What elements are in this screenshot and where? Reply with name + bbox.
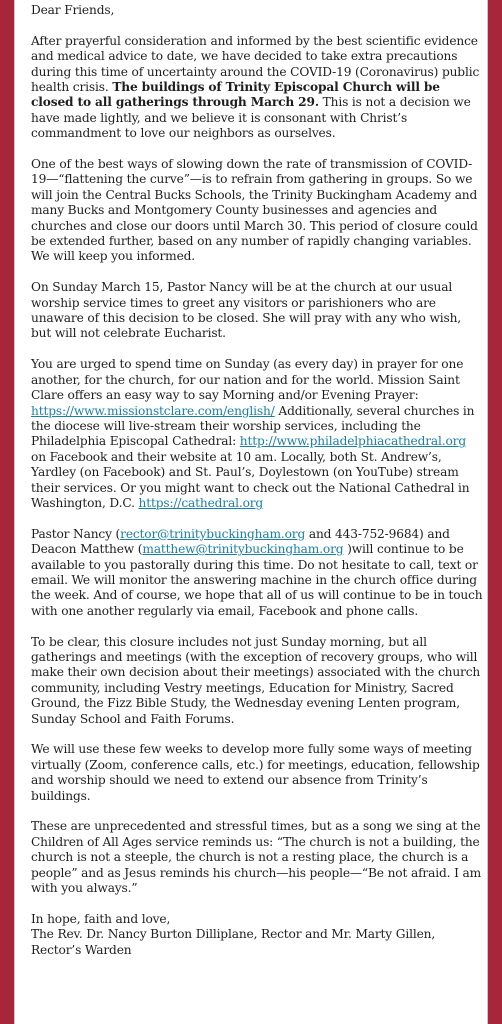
salutation: Dear Friends, — [31, 3, 115, 17]
paragraph-closure-scope: To be clear, this closure includes not just Sunday morning, but all gatherings and meetings (with the exception of recovery groups, who will make their own decision about their meetings) associated with the church community, including Vestry meetings, Education for Ministry, Sacred Ground, the Fizz Bible Study, the Wednesday evening Lenten program, Sunday School and Faith Forums. — [31, 634, 481, 726]
letter-body — [31, 3, 483, 958]
link-mission-st-clare[interactable]: https://www.missionstclare.com/english/ — [31, 403, 275, 418]
paragraph-closure-announcement — [31, 34, 483, 142]
signature: The Rev. Dr. Nancy Burton Dilliplane, Rector and Mr. Marty Gillen, Rector’s Warden — [31, 927, 436, 957]
link-email-rector[interactable]: rector@trinitybuckingham.org — [120, 526, 306, 541]
paragraph-virtual-meetings: We will use these few weeks to develop more fully some ways of meeting virtually (Zoom, conference calls, etc.) for meetings, education, fellowship and worship should we need to extend our absence from Trinity’s buildings. — [31, 742, 480, 803]
link-email-deacon[interactable]: matthew@trinitybuckingham.org — [142, 542, 344, 557]
text: Pastor Nancy ( — [31, 526, 121, 541]
paragraph-unprecedented-times: These are unprecedented and stressful times, but as a song we sing at the Children of All Ages service reminds us: “The church is not a building, the church is not a steeple, the church is not a resting place, the church is a people” and as Jesus reminds his church—his people—“Be not afraid. I am with you always.” — [31, 819, 481, 896]
paragraph-pastoral-contact — [31, 527, 483, 619]
paragraph-prayer-resources — [31, 357, 483, 511]
text: on Facebook and their website at 10 am. Locally, both St. Andrew’s, Yardley (on Facebook) and St. Paul’s, Doylestown (on YouTube) stream their services. Or you might want to check out the National Cathedral in Washington, D.C. — [31, 449, 470, 510]
closure-notice-bold: The buildings of Trinity Episcopal Church will be closed to all gatherings through March 29. — [31, 80, 440, 110]
closing: In hope, faith and love, — [31, 911, 171, 926]
text: This is not a decision we have made lightly, and we believe it is consonant with Christ’s commandment to love our neighbors as ourselves. — [31, 95, 471, 141]
link-philadelphia-cathedral[interactable]: http://www.philadelphiacathedral.org — [239, 434, 467, 449]
link-national-cathedral[interactable]: https://cathedral.org — [138, 495, 264, 510]
text: Additionally, several churches in the diocese will live-stream their worship services, including the Philadelphia Episcopal Cathedral: — [31, 403, 475, 449]
paragraph-sunday-march-15: On Sunday March 15, Pastor Nancy will be at the church at our usual worship service times to greet any visitors or parishioners who are unaware of this decision to be closed. She will pray with any who wish, but will not celebrate Eucharist. — [31, 280, 462, 341]
text: )will continue to be available to you pastorally during this time. Do not hesitate to call, text or email. We will monitor the answering machine in the church office during the week. And of course, we hope that all of us will continue to be in touch with one another regularly via email, Facebook and phone calls. — [31, 542, 483, 618]
text: After prayerful consideration and informed by the best scientific evidence and medical advice to date, we have decided to take extra precautions during this time of uncertainty around the COVID-19 (Coronavirus) public health crisis. — [31, 33, 480, 95]
text: and 443-752-9684) and Deacon Matthew ( — [31, 526, 450, 557]
text: You are urged to spend time on Sunday (as every day) in prayer for one another, for the church, for our nation and for the world. Mission Saint Clare offers an easy way to say Morning and/or Evening Prayer: — [31, 357, 464, 403]
letter-sheet — [14, 0, 488, 1024]
paragraph-flattening-curve: One of the best ways of slowing down the rate of transmission of COVID-19—“flattening the curve”—is to refrain from gathering in groups. So we will join the Central Bucks Schools, the Trinity Buckingham Academy and many Bucks and Montgomery County businesses and agencies and churches and close our doors until March 30. This period of closure could be extended further, based on any number of rapidly changing variables. We will keep you informed. — [31, 157, 478, 264]
